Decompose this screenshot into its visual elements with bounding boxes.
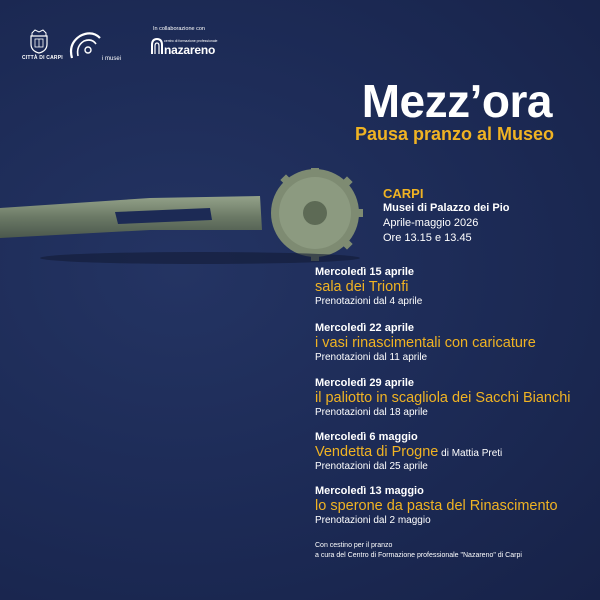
event-booking: Prenotazioni dal 18 aprile [315, 407, 428, 418]
musei-mark-icon [66, 30, 104, 62]
event-booking: Prenotazioni dal 4 aprile [315, 296, 423, 307]
footer-line-2: a cura del Centro di Formazione professionale "Nazareno" di Carpi [315, 552, 522, 559]
event-booking: Prenotazioni dal 25 aprile [315, 461, 428, 472]
page-subtitle: Pausa pranzo al Museo [354, 124, 554, 144]
footer-line-1: Con cestino per il pranzo [315, 542, 393, 549]
collaboration-label: In collaborazione con [153, 26, 205, 32]
coat-of-arms-icon [28, 28, 50, 54]
event-topic [315, 390, 571, 406]
event-topic-title: Vendetta di Progne [315, 444, 439, 460]
city-label: CARPI [383, 186, 424, 201]
event-date: Mercoledì 22 aprile [315, 322, 415, 334]
spur-artifact-image [0, 168, 370, 268]
nazareno-small-caption: centro di formazione professionale [164, 39, 218, 43]
event-date: Mercoledì 29 aprile [315, 377, 415, 389]
event-info [383, 186, 510, 246]
arch-icon [150, 38, 164, 54]
event-topic [315, 335, 536, 351]
event-topic-title: il paliotto in scagliola dei Sacchi Bianchi [315, 390, 571, 406]
citta-di-carpi-logo [22, 28, 63, 61]
musei-logo [66, 30, 122, 67]
event-item [315, 266, 422, 307]
times-label: Ore 13.15 e 13.45 [383, 232, 472, 244]
event-item [315, 485, 558, 526]
event-topic [315, 279, 422, 295]
carpi-caption: CITTÀ DI CARPI [22, 55, 63, 61]
footer-note [315, 541, 522, 561]
event-item [315, 377, 571, 418]
event-date: Mercoledì 6 maggio [315, 431, 418, 443]
event-item [315, 322, 536, 363]
nazareno-name: nazareno [164, 43, 216, 57]
nazareno-logo [150, 38, 218, 59]
event-topic-title: sala dei Trionfi [315, 279, 409, 295]
event-topic [315, 498, 558, 514]
event-date: Mercoledì 13 maggio [315, 485, 424, 497]
venue-label: Musei di Palazzo dei Pio [383, 202, 510, 214]
event-booking: Prenotazioni dal 11 aprile [315, 352, 428, 363]
event-date: Mercoledì 15 aprile [315, 266, 415, 278]
period-label: Aprile-maggio 2026 [383, 217, 479, 229]
musei-caption: i musei [102, 56, 122, 62]
event-topic-title: i vasi rinascimentali con caricature [315, 335, 536, 351]
event-item [315, 431, 502, 472]
page-title: Mezz’ora [361, 75, 552, 127]
event-topic-title: lo sperone da pasta del Rinascimento [315, 498, 558, 514]
event-topic [315, 444, 502, 460]
event-booking: Prenotazioni dal 2 maggio [315, 515, 431, 526]
event-author: di Mattia Preti [438, 448, 503, 459]
